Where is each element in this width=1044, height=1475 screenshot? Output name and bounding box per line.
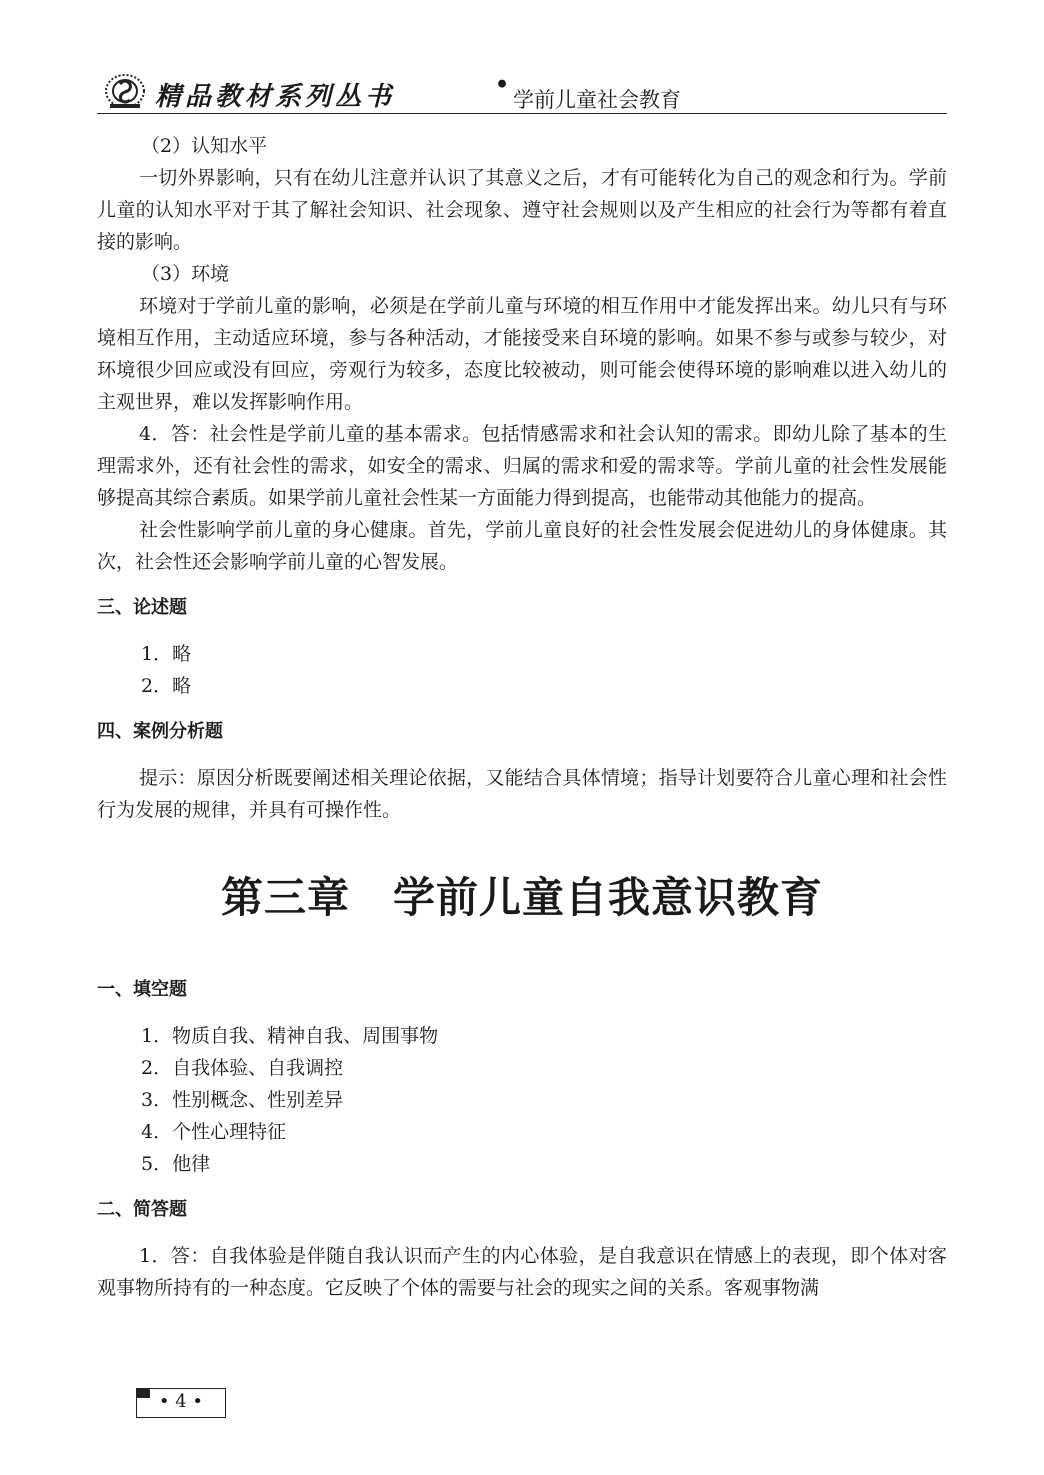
series-name: 精品教材系列丛书	[155, 82, 396, 112]
section-heading-short-answer: 二、简答题	[97, 1199, 187, 1220]
subheading-cognition: （2）认知水平	[141, 135, 268, 157]
paragraph: 提示：原因分析既要阐述相关理论依据，又能结合具体情境；指导计划要符合儿童心理和社会性行为发展的规律，并具有可操作性。	[97, 767, 947, 821]
chapter-title: 第三章 学前儿童自我意识教育	[220, 873, 823, 922]
header-divider	[97, 113, 947, 114]
list-item: 1．略	[141, 643, 192, 665]
page-number: • 4 •	[158, 1391, 204, 1412]
list-item: 2．自我体验、自我调控	[141, 1057, 344, 1079]
paragraph: 环境对于学前儿童的影响，必须是在学前儿童与环境的相互作用中才能发挥出来。幼儿只有与环境相互作用，主动适应环境，参与各种活动，才能接受来自环境的影响。如果不参与或参与较少，对环境很少回应或没有回应，旁观行为较多，态度比较被动，则可能会使得环境的影响难以进入幼儿的主观世界，难以发挥影响作用。	[97, 295, 947, 413]
list-item: 5．他律	[141, 1153, 211, 1175]
page-content	[97, 130, 947, 1304]
book-title: 学前儿童社会教育	[513, 88, 681, 112]
section-heading-essay: 三、论述题	[97, 597, 187, 618]
paragraph: 1．答：自我体验是伴随自我认识而产生的内心体验，是自我意识在情感上的表现，即个体对客观事物所持有的一种态度。它反映了个体的需要与社会的现实之间的关系。客观事物满	[97, 1245, 947, 1299]
list-item: 1．物质自我、精神自我、周围事物	[141, 1025, 439, 1047]
paragraph: 社会性影响学前儿童的身心健康。首先，学前儿童良好的社会性发展会促进幼儿的身体健康。其次，社会性还会影响学前儿童的心智发展。	[97, 519, 947, 573]
paragraph: 一切外界影响，只有在幼儿注意并认识了其意义之后，才有可能转化为自己的观念和行为。学前儿童的认知水平对于其了解社会知识、社会现象、遵守社会规则以及产生相应的社会行为等都有着直接的影响。	[97, 167, 947, 253]
section-heading-case-analysis: 四、案例分析题	[97, 721, 223, 742]
list-item: 4．个性心理特征	[141, 1121, 287, 1143]
subheading-environment: （3）环境	[141, 263, 230, 285]
section-heading-fill-in: 一、填空题	[97, 979, 187, 1000]
list-item: 2．略	[141, 675, 192, 697]
running-header	[97, 70, 947, 114]
page-number-box	[136, 1388, 226, 1418]
list-item: 3．性别概念、性别差异	[141, 1089, 344, 1111]
paragraph: 4．答：社会性是学前儿童的基本需求。包括情感需求和社会认知的需求。即幼儿除了基本的生理需求外，还有社会性的需求，如安全的需求、归属的需求和爱的需求等。学前儿童的社会性发展能够提高其综合素质。如果学前儿童社会性某一方面能力得到提高，也能带动其他能力的提高。	[97, 423, 947, 509]
header-separator: •	[495, 72, 510, 98]
series-logo-icon	[102, 72, 148, 110]
